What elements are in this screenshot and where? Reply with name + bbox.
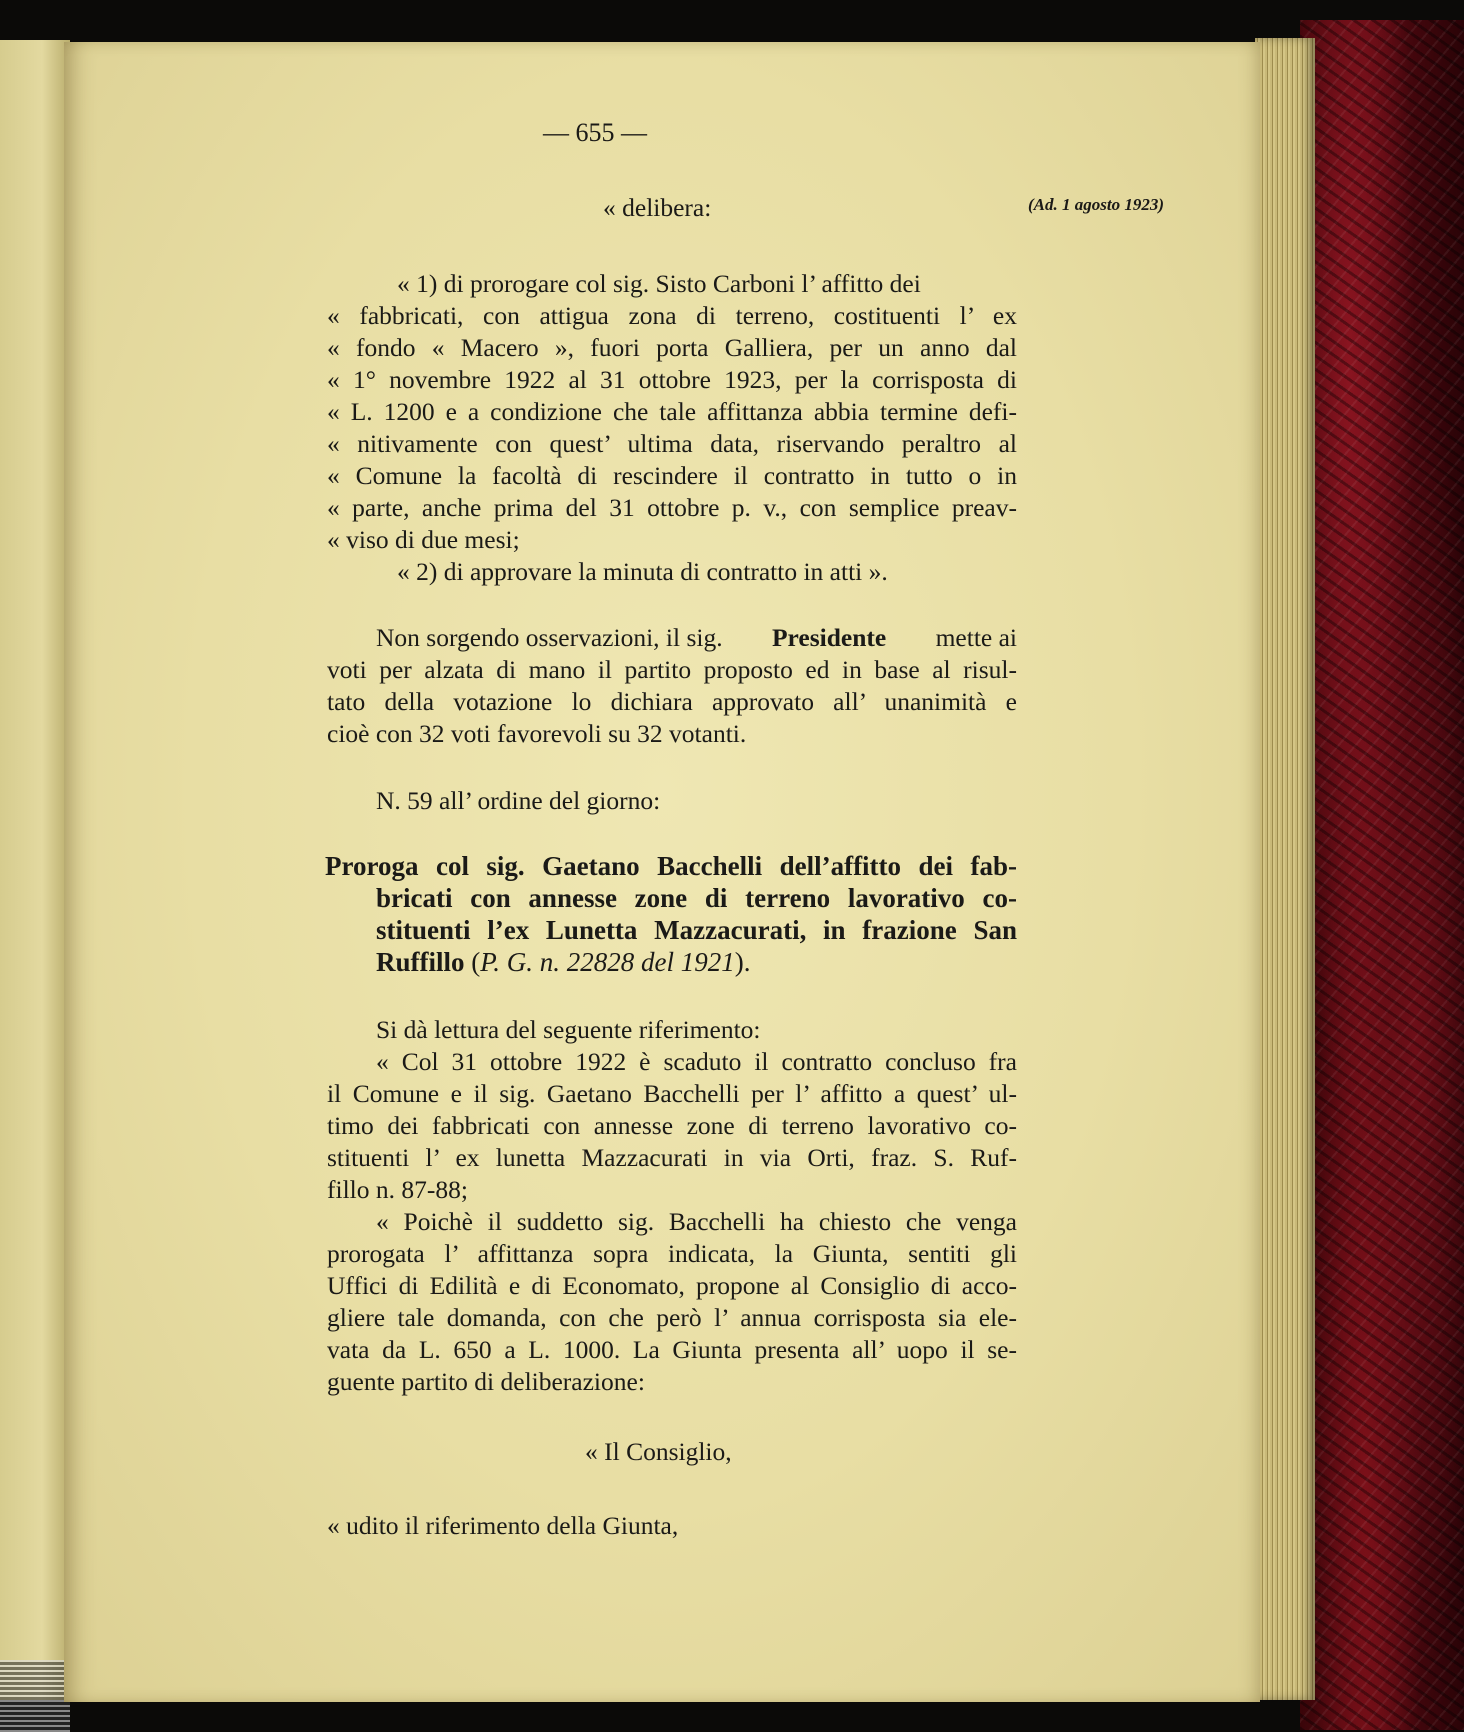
- title-ref-open: (: [471, 947, 481, 977]
- riferimento-line: guente partito di deliberazione:: [327, 1367, 645, 1396]
- riferimento-line: il Comune e il sig. Gaetano Bacchelli per l’ affitto a quest’ ul-: [327, 1079, 1017, 1108]
- riferimento-line: « Col 31 ottobre 1922 è scaduto il contratto concluso fra: [376, 1047, 1017, 1076]
- title-line: bricati con annesse zone di terreno lavorativo co-: [376, 883, 1017, 913]
- vote-line: cioè con 32 voti favorevoli su 32 votanti.: [327, 719, 747, 748]
- vote-text: Non sorgendo osservazioni, il sig.: [376, 623, 723, 652]
- page-edges: [1255, 38, 1315, 1700]
- binding-thread: [0, 1660, 70, 1732]
- riferimento-line: stituenti l’ ex lunetta Mazzacurati in via Orti, fraz. S. Ruf-: [327, 1143, 1017, 1172]
- riferimento-line: fillo n. 87-88;: [327, 1175, 468, 1204]
- item1-line: « L. 1200 e a condizione che tale affittanza abbia termine defi-: [327, 397, 1017, 426]
- riferimento-line: vata da L. 650 a L. 1000. La Giunta presenta all’ uopo il se-: [327, 1335, 1017, 1364]
- item1-line: « Comune la facoltà di rescindere il contratto in tutto o in: [327, 461, 1017, 490]
- title-ref: P. G. n. 22828 del 1921: [480, 947, 735, 977]
- riferimento-line: gliere tale domanda, con che però l’ annua corrisposta sia ele-: [327, 1303, 1017, 1332]
- riferimento-line: Uffici di Edilità e di Economato, propone al Consiglio di acco-: [327, 1271, 1017, 1300]
- riferimento-line: « Poichè il suddetto sig. Bacchelli ha chiesto che venga: [376, 1207, 1017, 1236]
- left-page-edge: [0, 40, 70, 1700]
- title-line: stituenti l’ex Lunetta Mazzacurati, in frazione San: [376, 915, 1017, 945]
- title-line-last: [376, 946, 751, 978]
- book-cover: [1300, 20, 1464, 1730]
- item1-line: « 1) di prorogare col sig. Sisto Carboni l’ affitto dei: [397, 269, 921, 298]
- item1-line: « fabbricati, con attigua zona di terreno, costituenti l’ ex: [327, 301, 1017, 330]
- title-ref-close: ).: [734, 947, 751, 977]
- cover-texture: [1300, 20, 1464, 1730]
- header-date: (Ad. 1 agosto 1923): [1028, 195, 1164, 214]
- vote-line-1: [376, 622, 1017, 654]
- title-line: Proroga col sig. Gaetano Bacchelli dell’affitto dei fab-: [325, 851, 1017, 881]
- agenda-item: N. 59 all’ ordine del giorno:: [376, 786, 661, 815]
- page-number: — 655 —: [543, 118, 647, 147]
- item2-line: « 2) di approvare la minuta di contratto in atti ».: [397, 557, 888, 586]
- vote-text: mette ai: [935, 623, 1017, 652]
- title-place: Ruffillo: [376, 947, 465, 977]
- udito-line: « udito il riferimento della Giunta,: [327, 1511, 679, 1540]
- item1-line: « viso di due mesi;: [327, 525, 520, 554]
- consiglio-heading: « Il Consiglio,: [585, 1437, 732, 1466]
- delibera-heading: « delibera:: [603, 193, 712, 222]
- item1-line: « 1° novembre 1922 al 31 ottobre 1923, per la corrisposta di: [327, 365, 1017, 394]
- item1-line: « parte, anche prima del 31 ottobre p. v., con semplice preav-: [327, 493, 1017, 522]
- vote-line: tato della votazione lo dichiara approvato all’ unanimità e: [327, 687, 1017, 716]
- vote-line: voti per alzata di mano il partito proposto ed in base al risul-: [327, 655, 1017, 684]
- riferimento-line: prorogata l’ affittanza sopra indicata, la Giunta, sentiti gli: [327, 1239, 1017, 1268]
- item1-line: « nitivamente con quest’ ultima data, riservando peraltro al: [327, 429, 1017, 458]
- president-label: Presidente: [771, 623, 887, 652]
- reading-intro: Si dà lettura del seguente riferimento:: [376, 1015, 761, 1044]
- riferimento-line: timo dei fabbricati con annesse zone di terreno lavorativo co-: [327, 1111, 1017, 1140]
- item1-line: « fondo « Macero », fuori porta Galliera, per un anno dal: [327, 333, 1017, 362]
